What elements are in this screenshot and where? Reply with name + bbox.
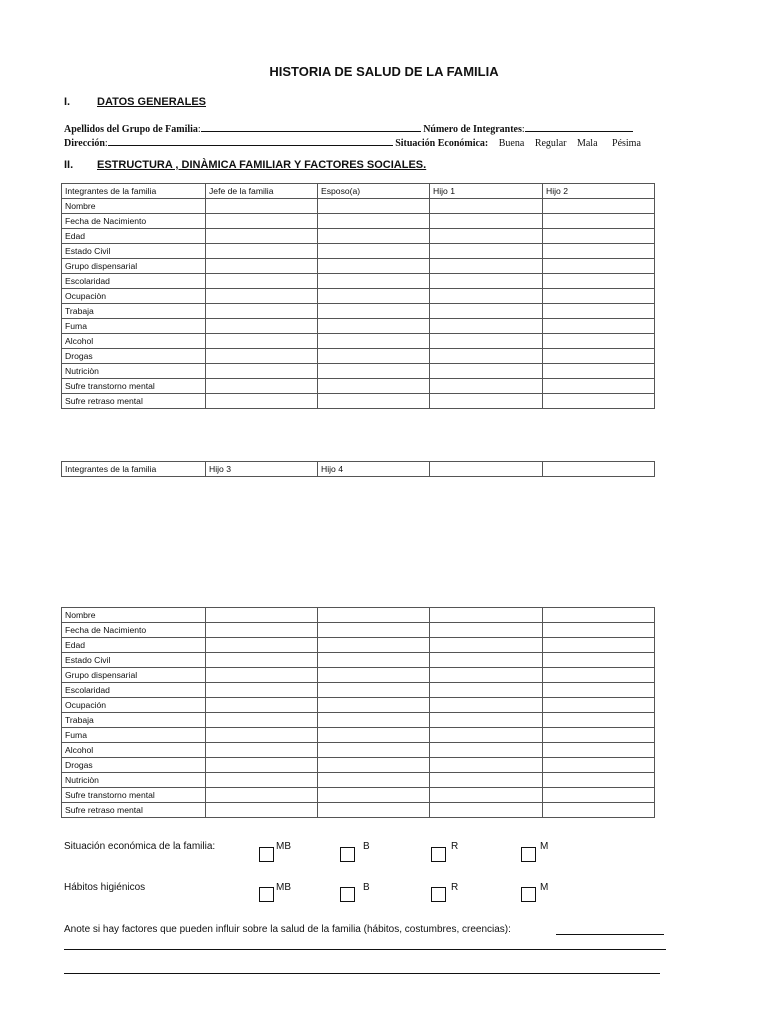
entry-cell[interactable] xyxy=(430,683,543,698)
entry-cell[interactable] xyxy=(543,713,655,728)
family-members-table-2-header xyxy=(61,461,655,477)
entry-cell[interactable] xyxy=(206,274,318,289)
header-cell-member-2: Esposo(a) xyxy=(318,184,430,199)
entry-cell[interactable] xyxy=(318,698,430,713)
entry-cell[interactable] xyxy=(543,319,655,334)
entry-cell[interactable] xyxy=(206,319,318,334)
entry-cell[interactable] xyxy=(206,623,318,638)
entry-cell[interactable] xyxy=(543,349,655,364)
notes-line-2[interactable] xyxy=(64,973,660,974)
entry-cell[interactable] xyxy=(430,364,543,379)
entry-cell[interactable] xyxy=(318,319,430,334)
checkbox-hygiene-b[interactable] xyxy=(340,887,355,902)
table-row xyxy=(62,334,655,349)
entry-cell[interactable] xyxy=(430,608,543,623)
entry-cell[interactable] xyxy=(206,304,318,319)
section-number-2: II. xyxy=(64,159,74,171)
table-row xyxy=(62,803,655,818)
economic-option-pesima[interactable]: Pésima xyxy=(612,138,641,149)
entry-cell[interactable] xyxy=(543,758,655,773)
entry-cell[interactable] xyxy=(430,229,543,244)
entry-cell[interactable] xyxy=(543,364,655,379)
row-label: Alcohol xyxy=(62,334,206,349)
option-label-m: M xyxy=(540,841,549,852)
entry-cell[interactable] xyxy=(318,608,430,623)
table-row xyxy=(62,214,655,229)
entry-cell[interactable] xyxy=(206,773,318,788)
entry-cell[interactable] xyxy=(206,668,318,683)
section-title-general-data: DATOS GENERALES xyxy=(97,96,206,108)
entry-cell[interactable] xyxy=(318,668,430,683)
row-label: Trabaja xyxy=(62,304,206,319)
entry-cell[interactable] xyxy=(206,349,318,364)
family-members-table-1 xyxy=(61,183,655,409)
entry-cell[interactable] xyxy=(318,638,430,653)
entry-cell[interactable] xyxy=(206,199,318,214)
entry-cell[interactable] xyxy=(318,803,430,818)
entry-cell[interactable] xyxy=(318,229,430,244)
notes-line-1[interactable] xyxy=(64,949,666,950)
option-label-b: B xyxy=(363,882,370,893)
table-row xyxy=(62,608,655,623)
entry-cell[interactable] xyxy=(430,698,543,713)
entry-cell[interactable] xyxy=(543,379,655,394)
header-cell-member-2: Hijo 4 xyxy=(318,462,430,477)
row-label: Fecha de Nacimiento xyxy=(62,623,206,638)
entry-cell[interactable] xyxy=(206,803,318,818)
row-label: Grupo dispensarial xyxy=(62,668,206,683)
header-cell-member-4 xyxy=(543,462,655,477)
entry-cell[interactable] xyxy=(430,304,543,319)
entry-cell[interactable] xyxy=(206,394,318,409)
table-row xyxy=(62,229,655,244)
table-row xyxy=(62,698,655,713)
header-cell-member-1: Jefe de la familia xyxy=(206,184,318,199)
table-row xyxy=(62,668,655,683)
notes-prompt: Anote si hay factores que pueden influir sobre la salud de la familia (hábitos, costumbres, creencias): xyxy=(64,924,511,935)
entry-cell[interactable] xyxy=(543,698,655,713)
row-label: Nombre xyxy=(62,608,206,623)
address-line: Dirección: Situación Económica: Buena Regular Mala Pésima xyxy=(64,135,641,149)
entry-cell[interactable] xyxy=(206,214,318,229)
checkbox-hygiene-m[interactable] xyxy=(521,887,536,902)
entry-cell[interactable] xyxy=(430,349,543,364)
row-label: Alcohol xyxy=(62,743,206,758)
entry-cell[interactable] xyxy=(543,668,655,683)
entry-cell[interactable] xyxy=(318,259,430,274)
checkbox-hygiene-r[interactable] xyxy=(431,887,446,902)
entry-cell[interactable] xyxy=(206,244,318,259)
entry-cell[interactable] xyxy=(543,289,655,304)
entry-cell[interactable] xyxy=(543,394,655,409)
page-title: HISTORIA DE SALUD DE LA FAMILIA xyxy=(269,64,499,79)
entry-cell[interactable] xyxy=(318,683,430,698)
entry-cell[interactable] xyxy=(430,319,543,334)
entry-cell[interactable] xyxy=(206,364,318,379)
entry-cell[interactable] xyxy=(430,668,543,683)
row-label: Estado Civil xyxy=(62,244,206,259)
economic-situation-label: Situación Económica: xyxy=(395,138,489,149)
entry-cell[interactable] xyxy=(543,743,655,758)
entry-cell[interactable] xyxy=(543,229,655,244)
entry-cell[interactable] xyxy=(206,788,318,803)
economic-option-mala[interactable]: Mala xyxy=(576,138,598,149)
option-label-mb: MB xyxy=(276,841,291,852)
entry-cell[interactable] xyxy=(430,713,543,728)
entry-cell[interactable] xyxy=(318,728,430,743)
entry-cell[interactable] xyxy=(543,274,655,289)
entry-cell[interactable] xyxy=(430,379,543,394)
entry-cell[interactable] xyxy=(543,728,655,743)
row-label: Nombre xyxy=(62,199,206,214)
row-label: Sufre transtorno mental xyxy=(62,788,206,803)
row-label: Nutriciòn xyxy=(62,364,206,379)
option-label-r: R xyxy=(451,882,459,893)
entry-cell[interactable] xyxy=(206,334,318,349)
entry-cell[interactable] xyxy=(543,788,655,803)
checkbox-economic-mb[interactable] xyxy=(259,847,274,862)
table-row xyxy=(62,304,655,319)
entry-cell[interactable] xyxy=(543,773,655,788)
header-cell-member-3 xyxy=(430,462,543,477)
entry-cell[interactable] xyxy=(206,653,318,668)
table-row xyxy=(62,788,655,803)
entry-cell[interactable] xyxy=(206,698,318,713)
entry-cell[interactable] xyxy=(543,803,655,818)
entry-cell[interactable] xyxy=(430,728,543,743)
entry-cell[interactable] xyxy=(318,713,430,728)
entry-cell[interactable] xyxy=(206,229,318,244)
table-row xyxy=(62,758,655,773)
entry-cell[interactable] xyxy=(430,788,543,803)
row-label: Sufre transtorno mental xyxy=(62,379,206,394)
entry-cell[interactable] xyxy=(430,623,543,638)
table-row xyxy=(62,364,655,379)
entry-cell[interactable] xyxy=(543,199,655,214)
entry-cell[interactable] xyxy=(543,259,655,274)
economic-option-regular[interactable]: Regular xyxy=(534,138,567,149)
row-label: Escolaridad xyxy=(62,274,206,289)
row-label: Fecha de Nacimiento xyxy=(62,214,206,229)
checkbox-economic-b[interactable] xyxy=(340,847,355,862)
notes-line-0[interactable] xyxy=(556,934,664,935)
entry-cell[interactable] xyxy=(430,244,543,259)
checkbox-economic-m[interactable] xyxy=(521,847,536,862)
row-label: Drogas xyxy=(62,758,206,773)
entry-cell[interactable] xyxy=(318,244,430,259)
members-count-label: Número de Integrantes xyxy=(423,124,522,135)
table-row xyxy=(62,638,655,653)
row-label: Drogas xyxy=(62,349,206,364)
entry-cell[interactable] xyxy=(430,259,543,274)
entry-cell[interactable] xyxy=(543,214,655,229)
table-row xyxy=(62,199,655,214)
header-cell-member-3: Hijo 1 xyxy=(430,184,543,199)
table-row xyxy=(62,349,655,364)
family-surname-field[interactable] xyxy=(201,121,421,132)
entry-cell[interactable] xyxy=(430,758,543,773)
option-label-b: B xyxy=(363,841,370,852)
entry-cell[interactable] xyxy=(430,214,543,229)
entry-cell[interactable] xyxy=(318,758,430,773)
family-members-table-3 xyxy=(61,607,655,818)
row-label: Sufre retraso mental xyxy=(62,803,206,818)
entry-cell[interactable] xyxy=(543,244,655,259)
entry-cell[interactable] xyxy=(206,713,318,728)
header-cell-member-4: Hijo 2 xyxy=(543,184,655,199)
entry-cell[interactable] xyxy=(318,653,430,668)
entry-cell[interactable] xyxy=(318,743,430,758)
entry-cell[interactable] xyxy=(318,623,430,638)
option-label-m: M xyxy=(540,882,549,893)
row-label: Estado Civil xyxy=(62,653,206,668)
table-row xyxy=(62,289,655,304)
table-row xyxy=(62,773,655,788)
entry-cell[interactable] xyxy=(318,334,430,349)
entry-cell[interactable] xyxy=(430,199,543,214)
family-surname-label: Apellidos del Grupo de Familia xyxy=(64,124,198,135)
hygiene-habits-label: Hábitos higiénicos xyxy=(64,882,146,893)
row-label: Fuma xyxy=(62,319,206,334)
row-label: Ocupaciòn xyxy=(62,289,206,304)
entry-cell[interactable] xyxy=(543,608,655,623)
entry-cell[interactable] xyxy=(543,623,655,638)
table-header-row xyxy=(62,462,655,477)
entry-cell[interactable] xyxy=(318,364,430,379)
table-row xyxy=(62,653,655,668)
economic-situation-check-label: Situación económica de la familia: xyxy=(64,841,216,852)
row-label: Nutriciòn xyxy=(62,773,206,788)
row-label: Trabaja xyxy=(62,713,206,728)
table-row xyxy=(62,319,655,334)
entry-cell[interactable] xyxy=(206,638,318,653)
entry-cell[interactable] xyxy=(206,289,318,304)
row-label: Edad xyxy=(62,638,206,653)
table-row xyxy=(62,379,655,394)
entry-cell[interactable] xyxy=(318,379,430,394)
row-label: Sufre retraso mental xyxy=(62,394,206,409)
entry-cell[interactable] xyxy=(430,274,543,289)
table-row xyxy=(62,274,655,289)
entry-cell[interactable] xyxy=(318,274,430,289)
entry-cell[interactable] xyxy=(318,304,430,319)
entry-cell[interactable] xyxy=(318,394,430,409)
address-field[interactable] xyxy=(108,135,393,146)
entry-cell[interactable] xyxy=(206,608,318,623)
entry-cell[interactable] xyxy=(206,758,318,773)
entry-cell[interactable] xyxy=(430,803,543,818)
entry-cell[interactable] xyxy=(430,334,543,349)
header-cell-members: Integrantes de la familia xyxy=(62,462,206,477)
entry-cell[interactable] xyxy=(430,743,543,758)
entry-cell[interactable] xyxy=(430,394,543,409)
entry-cell[interactable] xyxy=(206,728,318,743)
family-surname-line: Apellidos del Grupo de Familia: Número de Integrantes: xyxy=(64,121,633,135)
table-row xyxy=(62,394,655,409)
option-label-mb: MB xyxy=(276,882,291,893)
table-header-row xyxy=(62,184,655,199)
entry-cell[interactable] xyxy=(206,743,318,758)
section-title-structure: ESTRUCTURA , DINÀMICA FAMILIAR Y FACTORES SOCIALES. xyxy=(97,159,427,171)
table-row xyxy=(62,623,655,638)
entry-cell[interactable] xyxy=(430,638,543,653)
row-label: Escolaridad xyxy=(62,683,206,698)
row-label: Grupo dispensarial xyxy=(62,259,206,274)
row-label: Edad xyxy=(62,229,206,244)
members-count-field[interactable] xyxy=(525,121,633,132)
economic-option-buena[interactable]: Buena xyxy=(498,138,525,149)
header-cell-members: Integrantes de la familia xyxy=(62,184,206,199)
header-cell-member-1: Hijo 3 xyxy=(206,462,318,477)
table-row xyxy=(62,728,655,743)
table-row xyxy=(62,743,655,758)
row-label: Fuma xyxy=(62,728,206,743)
entry-cell[interactable] xyxy=(430,653,543,668)
entry-cell[interactable] xyxy=(430,773,543,788)
table-row xyxy=(62,259,655,274)
checkbox-economic-r[interactable] xyxy=(431,847,446,862)
checkbox-hygiene-mb[interactable] xyxy=(259,887,274,902)
entry-cell[interactable] xyxy=(206,259,318,274)
entry-cell[interactable] xyxy=(318,214,430,229)
entry-cell[interactable] xyxy=(543,334,655,349)
table-row xyxy=(62,244,655,259)
entry-cell[interactable] xyxy=(543,304,655,319)
row-label: Ocupación xyxy=(62,698,206,713)
entry-cell[interactable] xyxy=(318,773,430,788)
entry-cell[interactable] xyxy=(206,683,318,698)
entry-cell[interactable] xyxy=(318,349,430,364)
entry-cell[interactable] xyxy=(318,289,430,304)
option-label-r: R xyxy=(451,841,459,852)
entry-cell[interactable] xyxy=(318,199,430,214)
entry-cell[interactable] xyxy=(430,289,543,304)
entry-cell[interactable] xyxy=(543,638,655,653)
section-number-1: I. xyxy=(64,96,71,108)
table-row xyxy=(62,713,655,728)
table-row xyxy=(62,683,655,698)
entry-cell[interactable] xyxy=(318,788,430,803)
address-label: Dirección xyxy=(64,138,105,149)
entry-cell[interactable] xyxy=(543,683,655,698)
entry-cell[interactable] xyxy=(206,379,318,394)
entry-cell[interactable] xyxy=(543,653,655,668)
